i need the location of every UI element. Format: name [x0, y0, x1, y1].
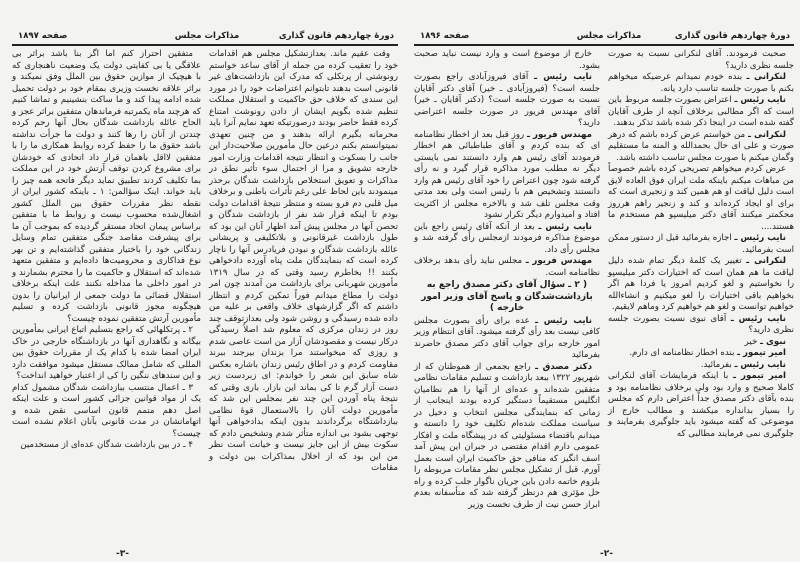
speaker-name: امیر تیمور ـ	[737, 348, 786, 358]
paragraph	[608, 130, 794, 165]
paragraph	[209, 49, 398, 475]
page-number: صفحه ۱۸۹۶	[420, 31, 470, 41]
paragraph	[414, 256, 600, 279]
speaker-name: دکتر مصدق ـ	[535, 361, 592, 372]
paragraph	[608, 72, 794, 95]
section-heading: ( ۲ ـ سؤال آقای دکتر مصدق راجع به بازداشت‌شدگان و پاسخ آقای وزیر امور خارجه )	[421, 280, 593, 313]
paragraph-text: تغییر یک کلمهٔ دیگر تمام شده دلیل لیاقت ما هم همان است که اختیارات دکتر میلیسپو را نخواستیم و لغو کردیم امروز یا فردا هم اگر بخواهیم باقی اختیارات را لغو میکنیم و انشاءالله خواهیم توانست و لغو هم خواهیم کرد وماهم لایقیم.	[608, 256, 794, 312]
page-1897	[12, 0, 398, 562]
page-header	[12, 30, 398, 46]
speaker-name: نایب رئیس ـ	[734, 95, 787, 105]
period-label: دورهٔ چهاردهم قانون گذاری	[674, 31, 790, 41]
paragraph	[608, 360, 794, 372]
speaker-name: نایب رئیس ـ	[730, 313, 787, 324]
paragraph	[608, 233, 794, 256]
paragraph-text: اجازه بفرمائید قبل از دستور ممکن است بفرمائید.	[608, 233, 794, 255]
paragraph-text: بفرمائید.	[700, 359, 732, 370]
folio-number: -۲-	[600, 549, 613, 559]
paragraph-text: من خواستم عرض کرده باشم که درهر صورت و علی ای حال بحمدالله و المنه ما مستقلیم وگمان میکنم با صورت مجلس تناسب داشته باشد.	[608, 129, 794, 163]
paragraph-text: آقای نبوی نسبت بصورت جلسه نظری دارید؟	[608, 313, 794, 335]
speaker-name: نایب رئیس ـ	[734, 233, 787, 243]
speaker-name: مهندس فریور ـ	[526, 129, 593, 140]
paragraph-text: با اینکه فرمایشات آقای لنکرانی کاملا صحیح و وارد بود ولی برخلاف نظامنامه بود و بنده بآقای دکتر مصدق جداً اعتراض دارم که مجلس را بسیار بدانداره میکشند و مطالب خارج از موضوعی که گفته میشود باید جلوگیری بفرمایند و جلوگیری نمی فرمایند مطالبی که	[608, 371, 794, 439]
paragraph-text: بعد از آنکه آقای رئیس راجع باین موضوع مذاکره فرمودند ازمجلس رأی گرفته شد و مجلس رأی داد.	[414, 221, 600, 255]
paragraph-text: متفقین احتراز کنم اما اگر بنا باشد براثر بی علاقگی یا بی کفایتی دولت یک وضعیت ناهنجاری که با هیچیک از موازین حقوق بین الملل وفق نمیکند و براثر علاقه نخست وزیری بمقام خود بر دولت تحمیل شده ادامه پیدا کند و ما ساکت بنشینیم و تماشا کنیم که هرچند ماه یکمرتبه فرماندهان متفقین براثر عجز و الحاح عائله بازداشت شدگان بحال آنها رحم کرده چندتن از آنان را رها کنند و دولت ما جرأت نداشته باشد حقوق ما را حفظ کرده روابط همکاری ما را با متفقین لااقل باهمان قرار داد اتحادی که خودشان برای مشروع کردن توقف آرتش خود در این مملکت بما تکلیف کردند تطبیق نماید دیگر فاتحه همه چیز را باید خواند. اینک سؤالمن: ۱ ـ باینکه کشور ایران از نقطه نظر مقررات حقوق بین الملل کشور اشغال‌شده محسوب نیست و روابط ما با متفقین براساس پیمان اتحاد مستقر گردیده که بموجب آن ما برای پیشرفت مقاصد جنگی متفقین تمام وسایل زندگانی خود را باختیار متفقین گذاشته‌ایم و تن بهر نوع فداکاری و محرومیت‌ها داده‌ایم و متفقین متعهد شده‌اند که استقلال و حاکمیت ما را محترم بشمارند و در امور داخلی ما مداخله نکنند علت اینکه برخلاف استقلال قضائی ما دولت جمعی از ایرانیان را بدون هیچگونه مجوز قانونی بازداشت کرده و تسلیم مأمورین آرتش متفقین نموده چیست؟	[12, 49, 201, 324]
paragraph	[12, 440, 201, 452]
paragraph-text: عرض کردم میخواهم تصریحی کرده باشم خصوصاً من مباهات میکنم باینکه ملت ایران فوق العاده لایق است دلیل لیاقت او هم همین کند و زنجیری است که برای او ایجاد کرده‌اند و کند و زنجیر راهم هرروز محکمتر میکنند آقای دکتر میلیسپو هم مستخدم ما هستند....	[608, 164, 794, 232]
folio-number: -۳-	[116, 549, 129, 559]
paragraph-text: راجع بجمعی از هموطنان که از شهریور ۱۳۲۲ ببعد بازداشت و تسلیم مقامات نظامی متفقین شده‌اند و عده‌ای از آنها را هم نظامیان انگلیس مستقیماً دستگیر کرده بودند اینجانب از زمانی که بنمایندگی مجلس انتخاب و دخیل در سیاست مملکت شده‌ام تکلیف خود را دانسته و میدانم باقتضاء مسئولیتی که در پیشگاه ملت و افکار عمومی دارم اقدام مقتضی در جبران این پیش آمد اسف انگیز که منافی حق حاکمیت ایران است بعمل آورم. قبل از تشکیل مجلس نظر مقامات مربوطه را بلزوم خاتمه دادن باین جریان ناگوار جلب کرده و راه حل مؤثری هم درنظر گرفته شد که متأسفانه بعدم ابراز حسن نیت از طرف نخست وزیر	[414, 361, 600, 510]
paragraph-text: ۴ ـ در بین بازداشت شدگان عده‌ای از مستخدمین	[20, 440, 193, 450]
paragraph	[414, 49, 600, 72]
paragraph	[608, 95, 794, 130]
publication-title: مذاکرات مجلس	[174, 31, 240, 41]
paragraph-text: آقای فیروزآبادی راجع بصورت جلسه است؟ (فیروزآبادی ـ خیر) آقای دکتر آقایان نسبت به صورت جلسه است؟ (دکتر آقایان ـ خیر) آقای مهندس فریور در صورت جلسه اعتراضی دارید؟	[414, 72, 600, 128]
speaker-name: مهندس فریور ـ	[525, 256, 593, 266]
paragraph-text: وقت عقیم ماند. بعدازتشکیل مجلس هم اقدامات خود را تعقیب کرده من جمله از آقای ساعد خواستم رونوشتی از پرتکلی که مدرک این بازداشت‌های غیر قانونی است بدهند تابتوانم اعتراضات خود را در مورد این سندی که خلاف حق حاکمیت و استقلال مملکت تنظیم شده بگویم ایشان از دادن رونوشت امتناع کرده فقط حاضر بودند درصورتیکه تعهد نمایم آنرا باید محرمانه بگیرم ارائه بدهند و من چنین تعهدی نمیتوانستم بکنم درعین حال مأمورین صلاحیت‌دار این جانب را بسکوت و انتظار نتیجه اقدامات وزارت امور خارجه تشویق و مرا از احتمال سوء تأثیر نطق در مذاکرات و تعویق استخلاص بازداشت شدگان برحذر مینمودند باین لحاظ علی رغم تأثرات باطنی و برخلاف میل قلبی دم فرو بسته و منتظر نتیجهٔ اقدامات دولت بودم تا اینکه قرار شد نفر از بازداشت شدگان و تحصن آنها در مجلس پیش آمد اظهار آنان این بود که طول بازداشت غیرقانونی و بلاتکلیفی و پریشانی عائله بازداشت شدگان و نبودن فریادرس آنها را ناچار کرده است که بنمایندگان ملت پناه آورده دادخواهی بکنند !! بخاطرم رسید وقتی که در سال ۱۳۱۹ مأمورین شهربانی برای بازداشت من آمدند چون امر دولت را مطاع میدانم فوراً تمکین کردم و انتظار داشتم که اگر گزارشهای خلاف واقعی بر علیه من داده شده رسیدگی و روشن شود ولی بعدازتوقف چند روز در زندان مرکزی که معلوم شد اصلاً رسیدگی درکار نیست و مقصودشان آزار من است عاصی شدم و روزی که میخواستند مرا بزندان بیرجند ببرند مقاومت کردم و در اطاق رئیس زندان باشاره بعکس شاه سابق این شعر را خواندم: ای زبردست زیر دست آزار گرم تا کی بماند این بازار. باری وقتی که نتیجهٔ پناه آوردن این چند نفر بمجلس این شد که مأمورین دولت آنان را بالاستعمال قوهٔ نظامی ببازداشتگاه برگرداندند بدون اینکه بدادخواهی آنها توجهی بشود بی اندازه متأثر شدم وتشخیص دادم که سکوت بیش از این جایز نیست و خیانت است نظر من این بود که از اخلال بمذاکرات بین دولت و مقامات	[209, 49, 398, 473]
text-column-left	[414, 49, 600, 511]
paragraph	[12, 49, 201, 325]
paragraph	[608, 49, 794, 72]
speaker-name: نایب رئیس ـ	[734, 359, 786, 370]
text-column-right	[608, 49, 794, 440]
paragraph	[608, 314, 794, 337]
paragraph-text: عده برای رأی بصورت مجلس کافی نیست بعد رأی گرفته میشود. آقای انتظام وزیر امور خارجه برای جواب آقای دکتر مصدق حاضرند بفرمائید	[414, 315, 600, 360]
paragraph-text: ۲ ـ پرتکلهائی که راجع بتسلیم اتباع ایرانی بمأمورین بیگانه و نگاهداری آنها در بازداشتگاه خارجی در خاک ایران امضا شده با کدام یک از مقررات حقوق بین المللی که شامل ممالک مستقل میشود موافقت دارد و این سندهای ننگین را کی از اعتبار خواهید انداخت؟	[12, 325, 201, 381]
paragraph	[414, 362, 600, 512]
paragraph	[608, 164, 794, 233]
paragraph-text: ۳ ـ اعمال منتسب ببازداشت شدگان مشمول کدام یک از مواد قوانین جزائی کشور است و علت اینکه اصل دهم متمم قانون اساسی نقض شده و اتهاماتشان در مدت قانونی بآنان اعلام نشده است چیست؟	[12, 382, 201, 439]
paragraph-text: بنده اخطار نظامنامه ای دارم.	[629, 348, 735, 358]
speaker-name: نایب رئیس ـ	[534, 72, 592, 82]
speaker-name: نایب رئیس ـ	[538, 221, 593, 232]
paragraph	[12, 383, 201, 441]
paragraph	[414, 222, 600, 257]
speaker-name: امیر تیمور ـ	[733, 371, 787, 381]
paragraph	[608, 348, 794, 360]
speaker-name: نبوی ـ	[760, 336, 786, 347]
paragraph-text: مجلس نباید رأی بدهد برخلاف نظامنامه است.	[414, 256, 600, 278]
page-header	[414, 30, 794, 46]
paragraph-text: صحبت فرمودند. آقای لنکرانی نسبت به صورت جلسه نظری دارید؟	[608, 49, 794, 71]
text-column-right	[209, 49, 398, 475]
paragraph-text: بنده خودم نمیدانم عرضیکه میخواهم بکنم با صورت جلسه تناسب دارد یانه.	[608, 72, 794, 94]
page-1896	[414, 0, 794, 562]
period-label: دورهٔ چهاردهم قانون گذاری	[278, 31, 394, 41]
paragraph-text: اعتراض بصورت جلسه مربوط باین است که اگر مطالبی برخلاف آنچه از طرف آقایان گفته شده است در اینجا ذکر شده باشد تذکر بدهند.	[608, 95, 794, 128]
speaker-name: لنکرانی ـ	[746, 72, 786, 82]
speaker-name: لنکرانی ـ	[746, 256, 787, 266]
paragraph	[608, 337, 794, 349]
paragraph	[608, 256, 794, 314]
paragraph	[414, 130, 600, 222]
speaker-name: نایب رئیس ـ	[535, 315, 593, 326]
paragraph-text: خارج از موضوع است و وارد نیست نباید صحبت بشود.	[414, 49, 600, 71]
paragraph-text: روز قبل بعد از اخطار نظامنامه ای که بنده کردم و آقای طباطبائی هم اخطار فرمودند آقای رئیس هم وارد دانستند نمی بایستی دیگر نه مطلب مورد مذاکره قرار گیرد و نه رأی گرفته شود چون اعتراض را خود آقای رئیس هم وارد دانستند وتشخیص هم با رئیس است ولی بعد مدتی وقت مجلس تلف شد و بالاخره مجلس از اکثریت افتاد و امیدوارم دیگر تکرار نشود	[414, 129, 600, 220]
paragraph	[414, 72, 600, 130]
paragraph	[414, 316, 600, 362]
paragraph	[608, 371, 794, 440]
speaker-name: لنکرانی ـ	[748, 129, 787, 140]
paragraph	[12, 325, 201, 383]
publication-title: مذاکرات مجلس	[576, 31, 642, 41]
paragraph-text: خیر	[744, 336, 758, 347]
text-column-left	[12, 49, 201, 452]
page-number: صفحه ۱۸۹۷	[18, 31, 68, 41]
